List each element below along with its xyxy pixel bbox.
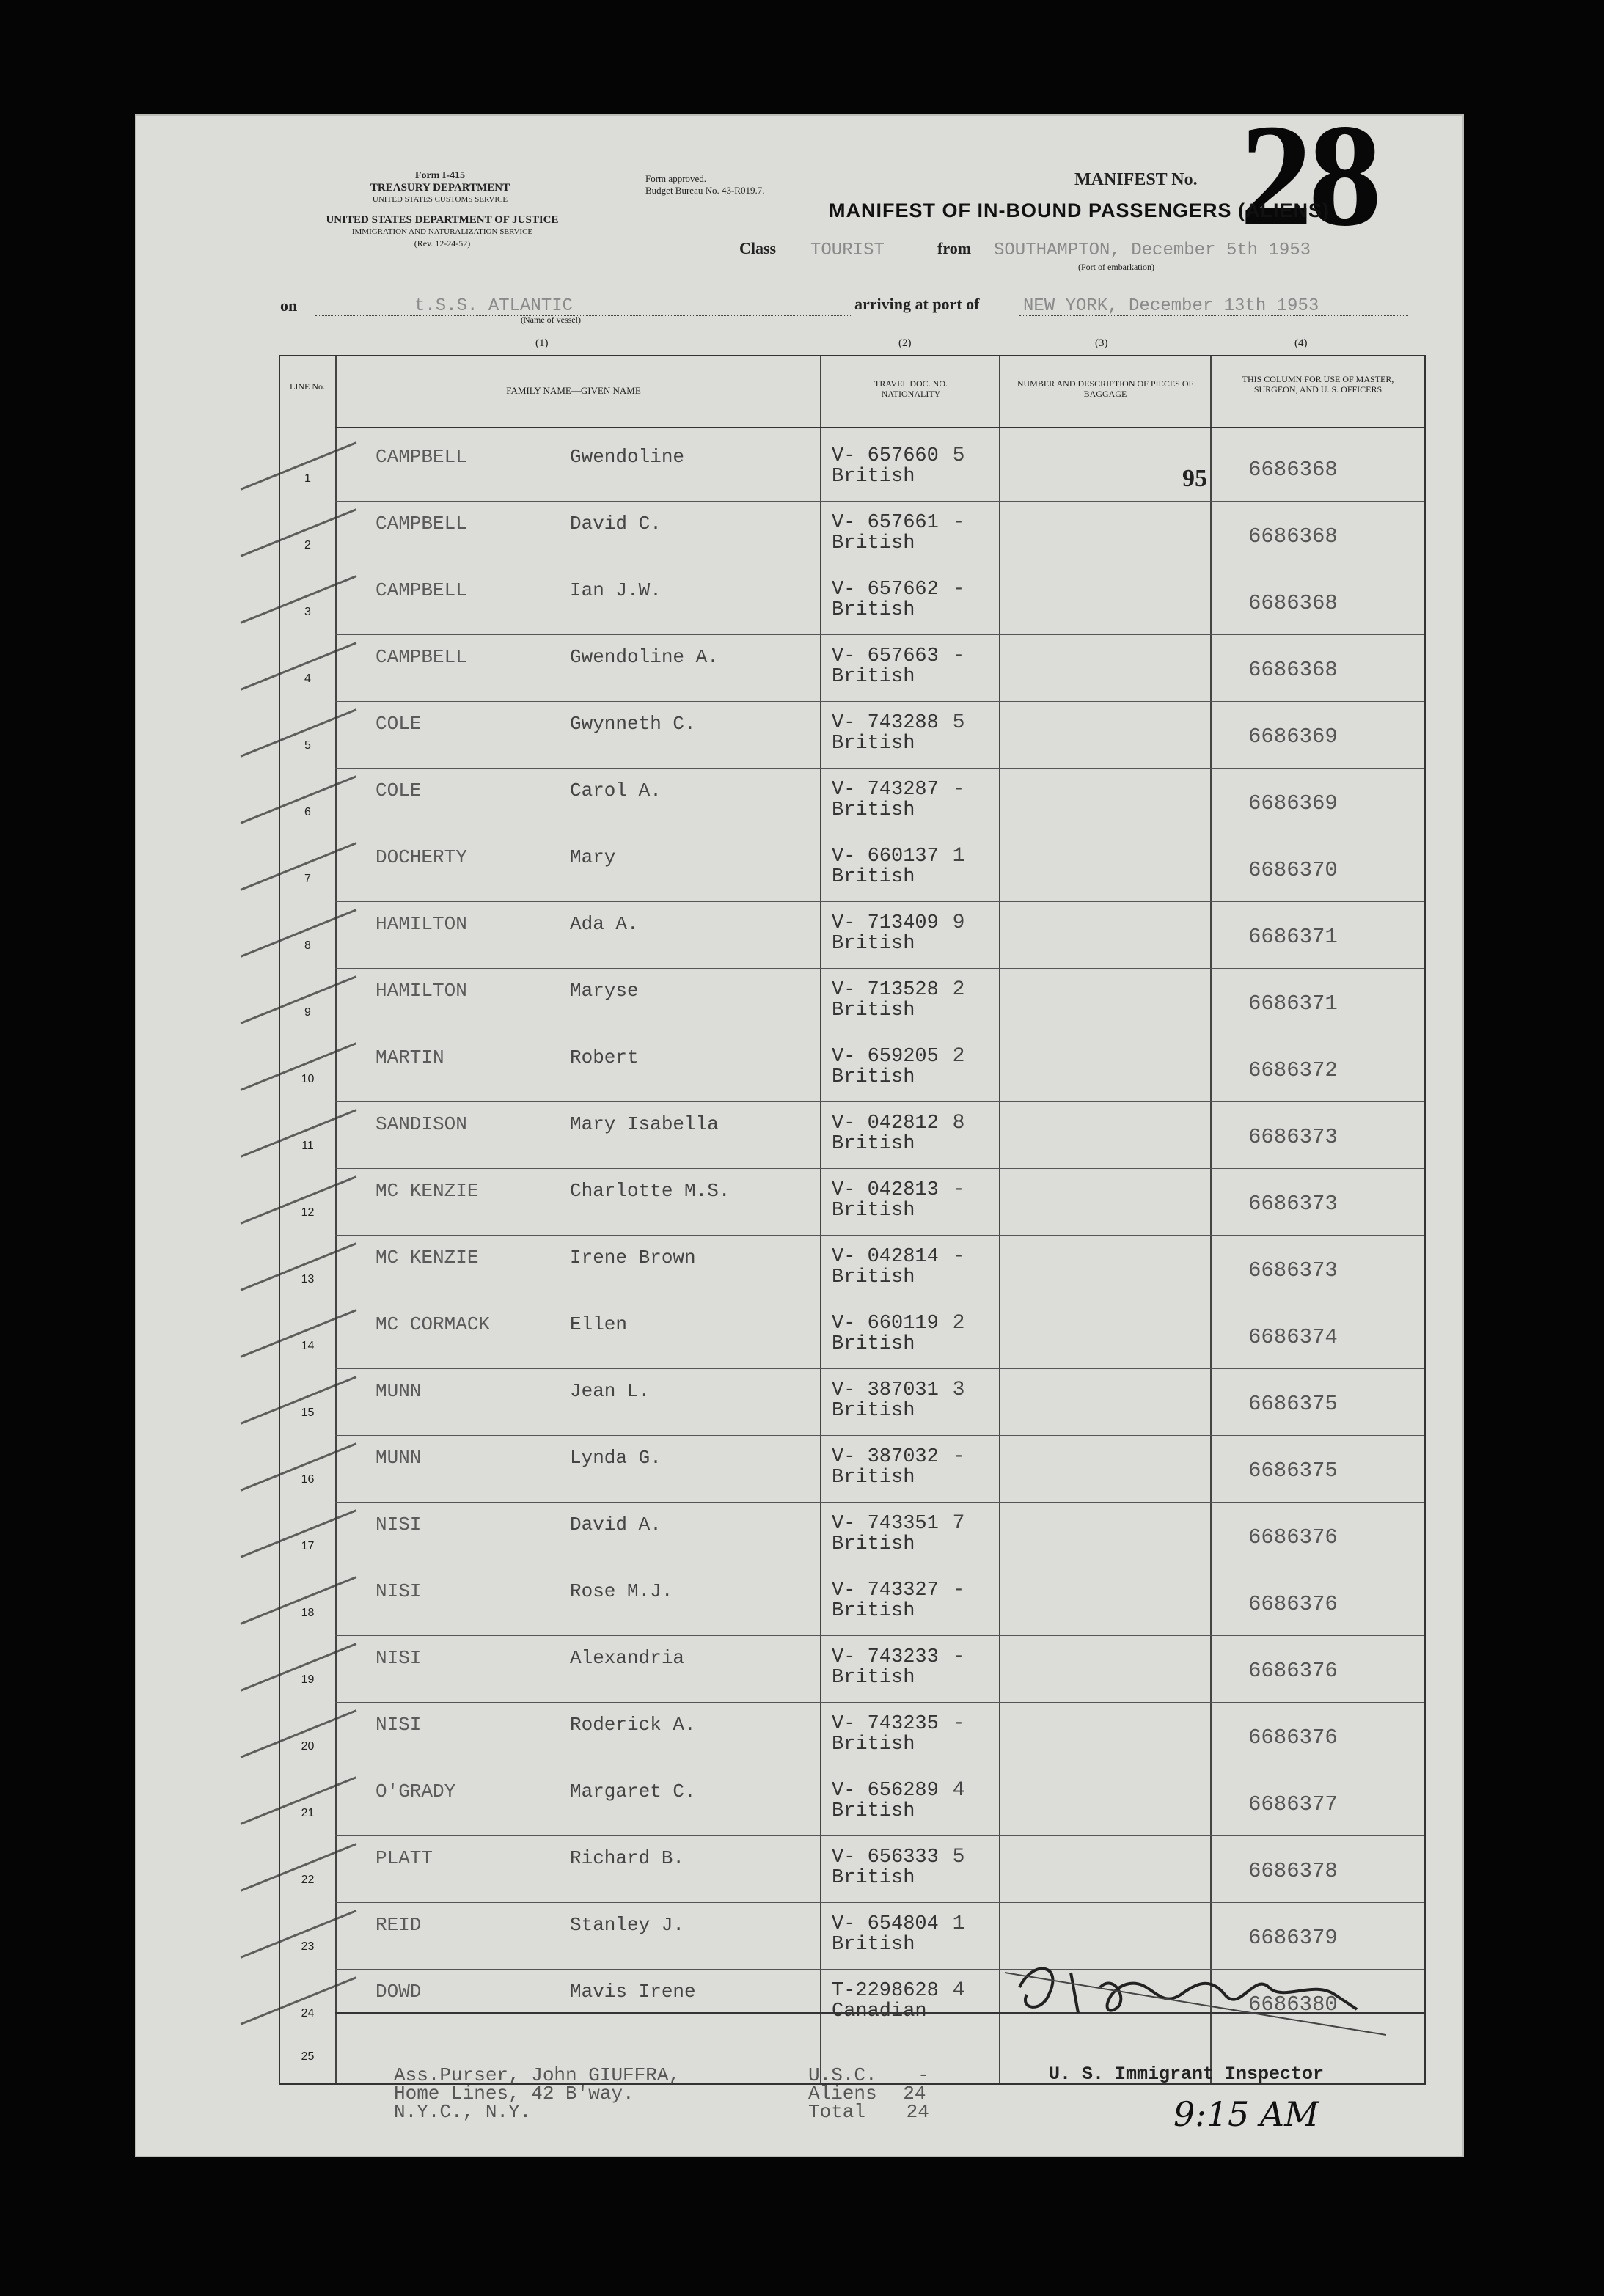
nationality: British xyxy=(832,1200,915,1222)
line-number: 14 xyxy=(301,1340,315,1352)
nationality: British xyxy=(832,1400,915,1422)
purser-city: N.Y.C., N.Y. xyxy=(394,2101,532,2123)
baggage-count: - xyxy=(952,1712,965,1735)
baggage-count: - xyxy=(952,578,965,601)
baggage-count: 4 xyxy=(952,1779,965,1802)
on-label: on xyxy=(280,296,298,315)
doc-number: V- 743235 xyxy=(832,1713,939,1735)
doc-number: V- 743351 xyxy=(832,1513,939,1535)
doc-number: V- 660137 xyxy=(832,846,939,868)
baggage-count: 2 xyxy=(952,978,965,1001)
officer-number: 6686376 xyxy=(1248,1725,1338,1750)
officer-number: 6686375 xyxy=(1248,1459,1338,1483)
passenger-row xyxy=(280,1638,1424,1705)
officer-number: 6686372 xyxy=(1248,1058,1338,1082)
baggage-count: - xyxy=(952,1579,965,1602)
baggage-count: - xyxy=(952,1178,965,1201)
row-rule xyxy=(335,1635,1424,1636)
given-name: Irene Brown xyxy=(570,1247,696,1269)
line-number: 9 xyxy=(304,1006,311,1019)
given-name: Charlotte M.S. xyxy=(570,1180,730,1202)
nationality: British xyxy=(832,466,915,488)
line-number: 2 xyxy=(304,539,311,551)
passenger-row xyxy=(280,1505,1424,1571)
baggage-count: 3 xyxy=(952,1379,965,1401)
form-number: Form I-415 xyxy=(414,170,466,181)
doc-number: V- 656289 xyxy=(832,1780,939,1802)
col-num-1: (1) xyxy=(535,337,549,349)
doc-number: V- 656333 xyxy=(832,1846,939,1868)
passenger-row xyxy=(280,771,1424,837)
line-number: 10 xyxy=(301,1073,315,1085)
family-name: SANDISON xyxy=(376,1113,467,1135)
given-name: Richard B. xyxy=(570,1847,685,1869)
family-name: CAMPBELL xyxy=(376,446,467,468)
total-label: Total xyxy=(808,2101,866,2123)
given-name: Carol A. xyxy=(570,780,662,802)
baggage-count: 5 xyxy=(952,711,965,734)
given-name: Robert xyxy=(570,1046,639,1068)
officer-number: 6686370 xyxy=(1248,858,1338,882)
col-header-officers: THIS COLUMN FOR USE OF MASTER, SURGEON, AND U. S. OFFICERS xyxy=(1242,374,1394,395)
given-name: Gwendoline xyxy=(570,446,685,468)
col-header-doc: TRAVEL DOC. NO. NATIONALITY xyxy=(874,378,948,399)
baggage-count: 7 xyxy=(952,1512,965,1535)
purser-block xyxy=(394,2066,680,2121)
col-num-4: (4) xyxy=(1294,337,1308,349)
line-number: 13 xyxy=(301,1273,315,1285)
given-name: Maryse xyxy=(570,980,639,1002)
arriving-label: arriving at port of xyxy=(854,295,980,313)
officer-number: 6686377 xyxy=(1248,1792,1338,1816)
doc-number: V- 657663 xyxy=(832,645,939,667)
officer-number: 6686373 xyxy=(1248,1258,1338,1283)
nationality: British xyxy=(832,1133,915,1155)
manifest-title: MANIFEST OF IN-BOUND PASSENGERS (ALIENS) xyxy=(829,199,1330,221)
line-number: 20 xyxy=(301,1740,315,1753)
doc-number: V- 743233 xyxy=(832,1646,939,1668)
given-name: David A. xyxy=(570,1514,662,1536)
embark-caption: (Port of embarkation) xyxy=(1078,262,1154,272)
passenger-row xyxy=(280,1438,1424,1505)
line-number: 18 xyxy=(301,1607,315,1619)
family-name: CAMPBELL xyxy=(376,646,467,668)
vessel-name: t.S.S. ATLANTIC xyxy=(414,296,574,316)
baggage-count: - xyxy=(952,511,965,534)
baggage-count: 1 xyxy=(952,845,965,868)
baggage-count: 8 xyxy=(952,1112,965,1134)
row-rule xyxy=(335,1101,1424,1102)
given-name: Ellen xyxy=(570,1313,628,1335)
given-name: Rose M.J. xyxy=(570,1580,673,1602)
row-rule xyxy=(335,1435,1424,1436)
given-name: Roderick A. xyxy=(570,1714,696,1736)
nationality: British xyxy=(832,666,915,688)
from-label: from xyxy=(937,239,972,257)
line-number: 21 xyxy=(301,1807,315,1819)
baggage-count: 5 xyxy=(952,1846,965,1868)
family-name: NISI xyxy=(376,1714,422,1736)
line-number: 6 xyxy=(304,806,311,818)
justice-block xyxy=(270,214,615,249)
officer-number: 6686369 xyxy=(1248,791,1338,815)
revision-date: (Rev. 12-24-52) xyxy=(414,238,471,249)
row-rule xyxy=(335,1902,1424,1903)
col-num-3: (3) xyxy=(1095,337,1108,349)
passenger-row xyxy=(280,1104,1424,1171)
row-rule xyxy=(335,1502,1424,1503)
justice-department: UNITED STATES DEPARTMENT OF JUSTICE xyxy=(326,214,559,226)
passenger-row xyxy=(280,1171,1424,1238)
given-name: Mary Isabella xyxy=(570,1113,719,1135)
line-number: 15 xyxy=(301,1406,315,1419)
officer-number: 6686378 xyxy=(1248,1859,1338,1883)
class-value: TOURIST xyxy=(810,241,885,260)
col-header-baggage: NUMBER AND DESCRIPTION OF PIECES OF BAGGAGE xyxy=(1017,378,1194,399)
doc-number: V- 657661 xyxy=(832,512,939,534)
passenger-row xyxy=(280,1238,1424,1305)
given-name: Ada A. xyxy=(570,913,639,935)
baggage-count: 9 xyxy=(952,912,965,934)
officer-number: 6686368 xyxy=(1248,591,1338,615)
family-name: MARTIN xyxy=(376,1046,444,1068)
nationality: British xyxy=(832,599,915,621)
aliens-label: Aliens xyxy=(808,2083,877,2105)
manifest-no-label: MANIFEST No. xyxy=(1074,170,1198,189)
doc-number: V- 713409 xyxy=(832,912,939,934)
nationality: British xyxy=(832,1600,915,1622)
doc-number: V- 387031 xyxy=(832,1379,939,1401)
officer-number: 6686368 xyxy=(1248,458,1338,482)
time-note: 9:15 AM xyxy=(1173,2094,1319,2134)
total-value: 24 xyxy=(906,2101,929,2123)
doc-number: V- 657662 xyxy=(832,579,939,601)
family-name: MUNN xyxy=(376,1380,422,1402)
vessel-caption: (Name of vessel) xyxy=(521,315,581,325)
doc-number: V- 743287 xyxy=(832,779,939,801)
col-header-name: FAMILY NAME—GIVEN NAME xyxy=(506,385,641,396)
doc-number: V- 654804 xyxy=(832,1913,939,1935)
line-number: 8 xyxy=(304,939,311,952)
given-name: Jean L. xyxy=(570,1380,651,1402)
nationality: British xyxy=(832,1533,915,1555)
doc-number: V- 660119 xyxy=(832,1313,939,1335)
officer-number: 6686371 xyxy=(1248,925,1338,949)
arriving-underline xyxy=(1019,315,1408,316)
family-name: PLATT xyxy=(376,1847,433,1869)
officer-number: 6686376 xyxy=(1248,1525,1338,1549)
row-rule xyxy=(335,1368,1424,1369)
officer-number: 6686374 xyxy=(1248,1325,1338,1349)
doc-number: V- 743288 xyxy=(832,712,939,734)
passenger-row xyxy=(280,1571,1424,1638)
line-number: 3 xyxy=(304,606,311,618)
given-name: Stanley J. xyxy=(570,1914,685,1936)
doc-number: V- 387032 xyxy=(832,1446,939,1468)
family-name: DOCHERTY xyxy=(376,846,467,868)
doc-number: V- 657660 xyxy=(832,445,939,467)
officer-number: 6686373 xyxy=(1248,1192,1338,1216)
nationality: British xyxy=(832,1467,915,1489)
row-rule xyxy=(335,501,1424,502)
doc-number: V- 042813 xyxy=(832,1179,939,1201)
baggage-count: 4 xyxy=(952,1979,965,2002)
baggage-count: 2 xyxy=(952,1312,965,1335)
line-number: 12 xyxy=(301,1206,315,1219)
nationality: Canadian xyxy=(832,2000,927,2022)
footer-line-number: 25 xyxy=(301,2050,315,2063)
doc-number: V- 713528 xyxy=(832,979,939,1001)
baggage-count: - xyxy=(952,1245,965,1268)
from-value: SOUTHAMPTON, December 5th 1953 xyxy=(994,241,1311,260)
budget-bureau: Budget Bureau No. 43-R019.7. xyxy=(645,185,765,196)
form-id-block xyxy=(279,170,601,205)
nationality: British xyxy=(832,1734,915,1756)
given-name: Gwendoline A. xyxy=(570,646,719,668)
col-num-2: (2) xyxy=(898,337,912,349)
ins-service: IMMIGRATION AND NATURALIZATION SERVICE xyxy=(351,227,533,236)
officer-number: 6686368 xyxy=(1248,658,1338,682)
passenger-row xyxy=(280,1371,1424,1438)
family-name: HAMILTON xyxy=(376,913,467,935)
family-name: MC CORMACK xyxy=(376,1313,491,1335)
officer-number: 6686376 xyxy=(1248,1592,1338,1616)
family-name: O'GRADY xyxy=(376,1780,456,1802)
row-rule xyxy=(335,1168,1424,1169)
row-rule xyxy=(335,1835,1424,1836)
doc-number: V- 042812 xyxy=(832,1112,939,1134)
passenger-row xyxy=(280,1038,1424,1104)
nationality: British xyxy=(832,866,915,888)
nationality: British xyxy=(832,1266,915,1288)
line-number: 19 xyxy=(301,1673,315,1686)
purser-name: Ass.Purser, John GIUFFRA, xyxy=(394,2064,681,2086)
passenger-row xyxy=(280,1838,1424,1905)
family-name: CAMPBELL xyxy=(376,579,467,601)
officer-number: 6686376 xyxy=(1248,1659,1338,1683)
family-name: NISI xyxy=(376,1647,422,1669)
vessel-underline xyxy=(315,315,851,316)
passenger-row xyxy=(280,1705,1424,1772)
usc-value: - xyxy=(918,2064,929,2086)
line-number: 7 xyxy=(304,873,311,885)
passenger-row xyxy=(280,1772,1424,1838)
line-number: 5 xyxy=(304,739,311,752)
given-name: Mary xyxy=(570,846,616,868)
header-rule xyxy=(335,427,1424,428)
usc-label: U.S.C. xyxy=(808,2064,877,2086)
doc-number: V- 042814 xyxy=(832,1246,939,1268)
baggage-count: 2 xyxy=(952,1045,965,1068)
row-rule xyxy=(335,1702,1424,1703)
officer-number: 6686368 xyxy=(1248,524,1338,549)
family-name: NISI xyxy=(376,1580,422,1602)
nationality: British xyxy=(832,1667,915,1689)
customs-service: UNITED STATES CUSTOMS SERVICE xyxy=(372,195,508,204)
row-rule xyxy=(335,768,1424,769)
passenger-row xyxy=(280,704,1424,771)
family-name: DOWD xyxy=(376,1981,422,2003)
passenger-row xyxy=(280,837,1424,904)
row-rule xyxy=(335,968,1424,969)
line-number: 1 xyxy=(304,472,311,485)
given-name: David C. xyxy=(570,513,662,535)
line-number: 23 xyxy=(301,1940,315,1953)
family-name: MUNN xyxy=(376,1447,422,1469)
passenger-row xyxy=(280,571,1424,637)
col-header-line: LINE No. xyxy=(290,381,325,392)
passenger-row xyxy=(280,971,1424,1038)
passenger-row xyxy=(280,504,1424,571)
baggage-count: - xyxy=(952,645,965,667)
nationality: British xyxy=(832,1934,915,1956)
family-name: NISI xyxy=(376,1514,422,1536)
nationality: British xyxy=(832,933,915,955)
approval-block xyxy=(645,173,865,197)
nationality: British xyxy=(832,1333,915,1355)
family-name: HAMILTON xyxy=(376,980,467,1002)
form-approved: Form approved. xyxy=(645,173,707,184)
aliens-value: 24 xyxy=(903,2083,926,2105)
line-number: 11 xyxy=(301,1140,314,1152)
line-number: 22 xyxy=(301,1874,315,1886)
inspector-signature xyxy=(1005,1943,1386,2039)
officer-number: 6686371 xyxy=(1248,991,1338,1016)
family-name: COLE xyxy=(376,713,422,735)
family-name: COLE xyxy=(376,780,422,802)
manifest-number: 28 xyxy=(1239,95,1377,257)
class-label: Class xyxy=(739,239,777,257)
given-name: Gwynneth C. xyxy=(570,713,696,735)
row-rule xyxy=(335,901,1424,902)
nationality: British xyxy=(832,1867,915,1889)
row-rule xyxy=(335,1235,1424,1236)
totals-block xyxy=(808,2066,929,2121)
nationality: British xyxy=(832,799,915,821)
passenger-row xyxy=(280,637,1424,704)
line-number: 16 xyxy=(301,1473,315,1486)
officer-number: 6686375 xyxy=(1248,1392,1338,1416)
line-number: 4 xyxy=(304,672,311,685)
family-name: MC KENZIE xyxy=(376,1247,479,1269)
nationality: British xyxy=(832,1066,915,1088)
passenger-row xyxy=(280,904,1424,971)
doc-number: V- 659205 xyxy=(832,1046,939,1068)
officer-number: 6686369 xyxy=(1248,725,1338,749)
officer-number: 6686373 xyxy=(1248,1125,1338,1149)
purser-company: Home Lines, 42 B'way. xyxy=(394,2083,634,2105)
row-rule xyxy=(335,701,1424,702)
given-name: Ian J.W. xyxy=(570,579,662,601)
doc-number: T-2298628 xyxy=(832,1980,939,2002)
family-name: CAMPBELL xyxy=(376,513,467,535)
margin-note: 95 xyxy=(1182,465,1207,492)
baggage-count: - xyxy=(952,1445,965,1468)
given-name: Mavis Irene xyxy=(570,1981,696,2003)
inspector-label: U. S. Immigrant Inspector xyxy=(1049,2064,1325,2085)
family-name: REID xyxy=(376,1914,422,1936)
row-rule xyxy=(335,634,1424,635)
treasury-department: TREASURY DEPARTMENT xyxy=(370,182,510,194)
baggage-count: - xyxy=(952,1646,965,1668)
nationality: British xyxy=(832,532,915,554)
family-name: MC KENZIE xyxy=(376,1180,479,1202)
officer-number: 6686379 xyxy=(1248,1926,1338,1950)
passenger-row xyxy=(280,1305,1424,1371)
line-number: 24 xyxy=(301,2007,315,2020)
given-name: Lynda G. xyxy=(570,1447,662,1469)
nationality: British xyxy=(832,1800,915,1822)
baggage-count: 5 xyxy=(952,444,965,467)
doc-number: V- 743327 xyxy=(832,1580,939,1602)
line-number: 17 xyxy=(301,1540,315,1552)
baggage-count: 1 xyxy=(952,1912,965,1935)
arriving-value: NEW YORK, December 13th 1953 xyxy=(1023,296,1319,316)
baggage-count: - xyxy=(952,778,965,801)
passenger-row xyxy=(280,437,1424,504)
given-name: Alexandria xyxy=(570,1647,685,1669)
nationality: British xyxy=(832,1000,915,1022)
officer-number: 6686380 xyxy=(1248,1992,1338,2017)
given-name: Margaret C. xyxy=(570,1780,696,1802)
nationality: British xyxy=(832,733,915,755)
